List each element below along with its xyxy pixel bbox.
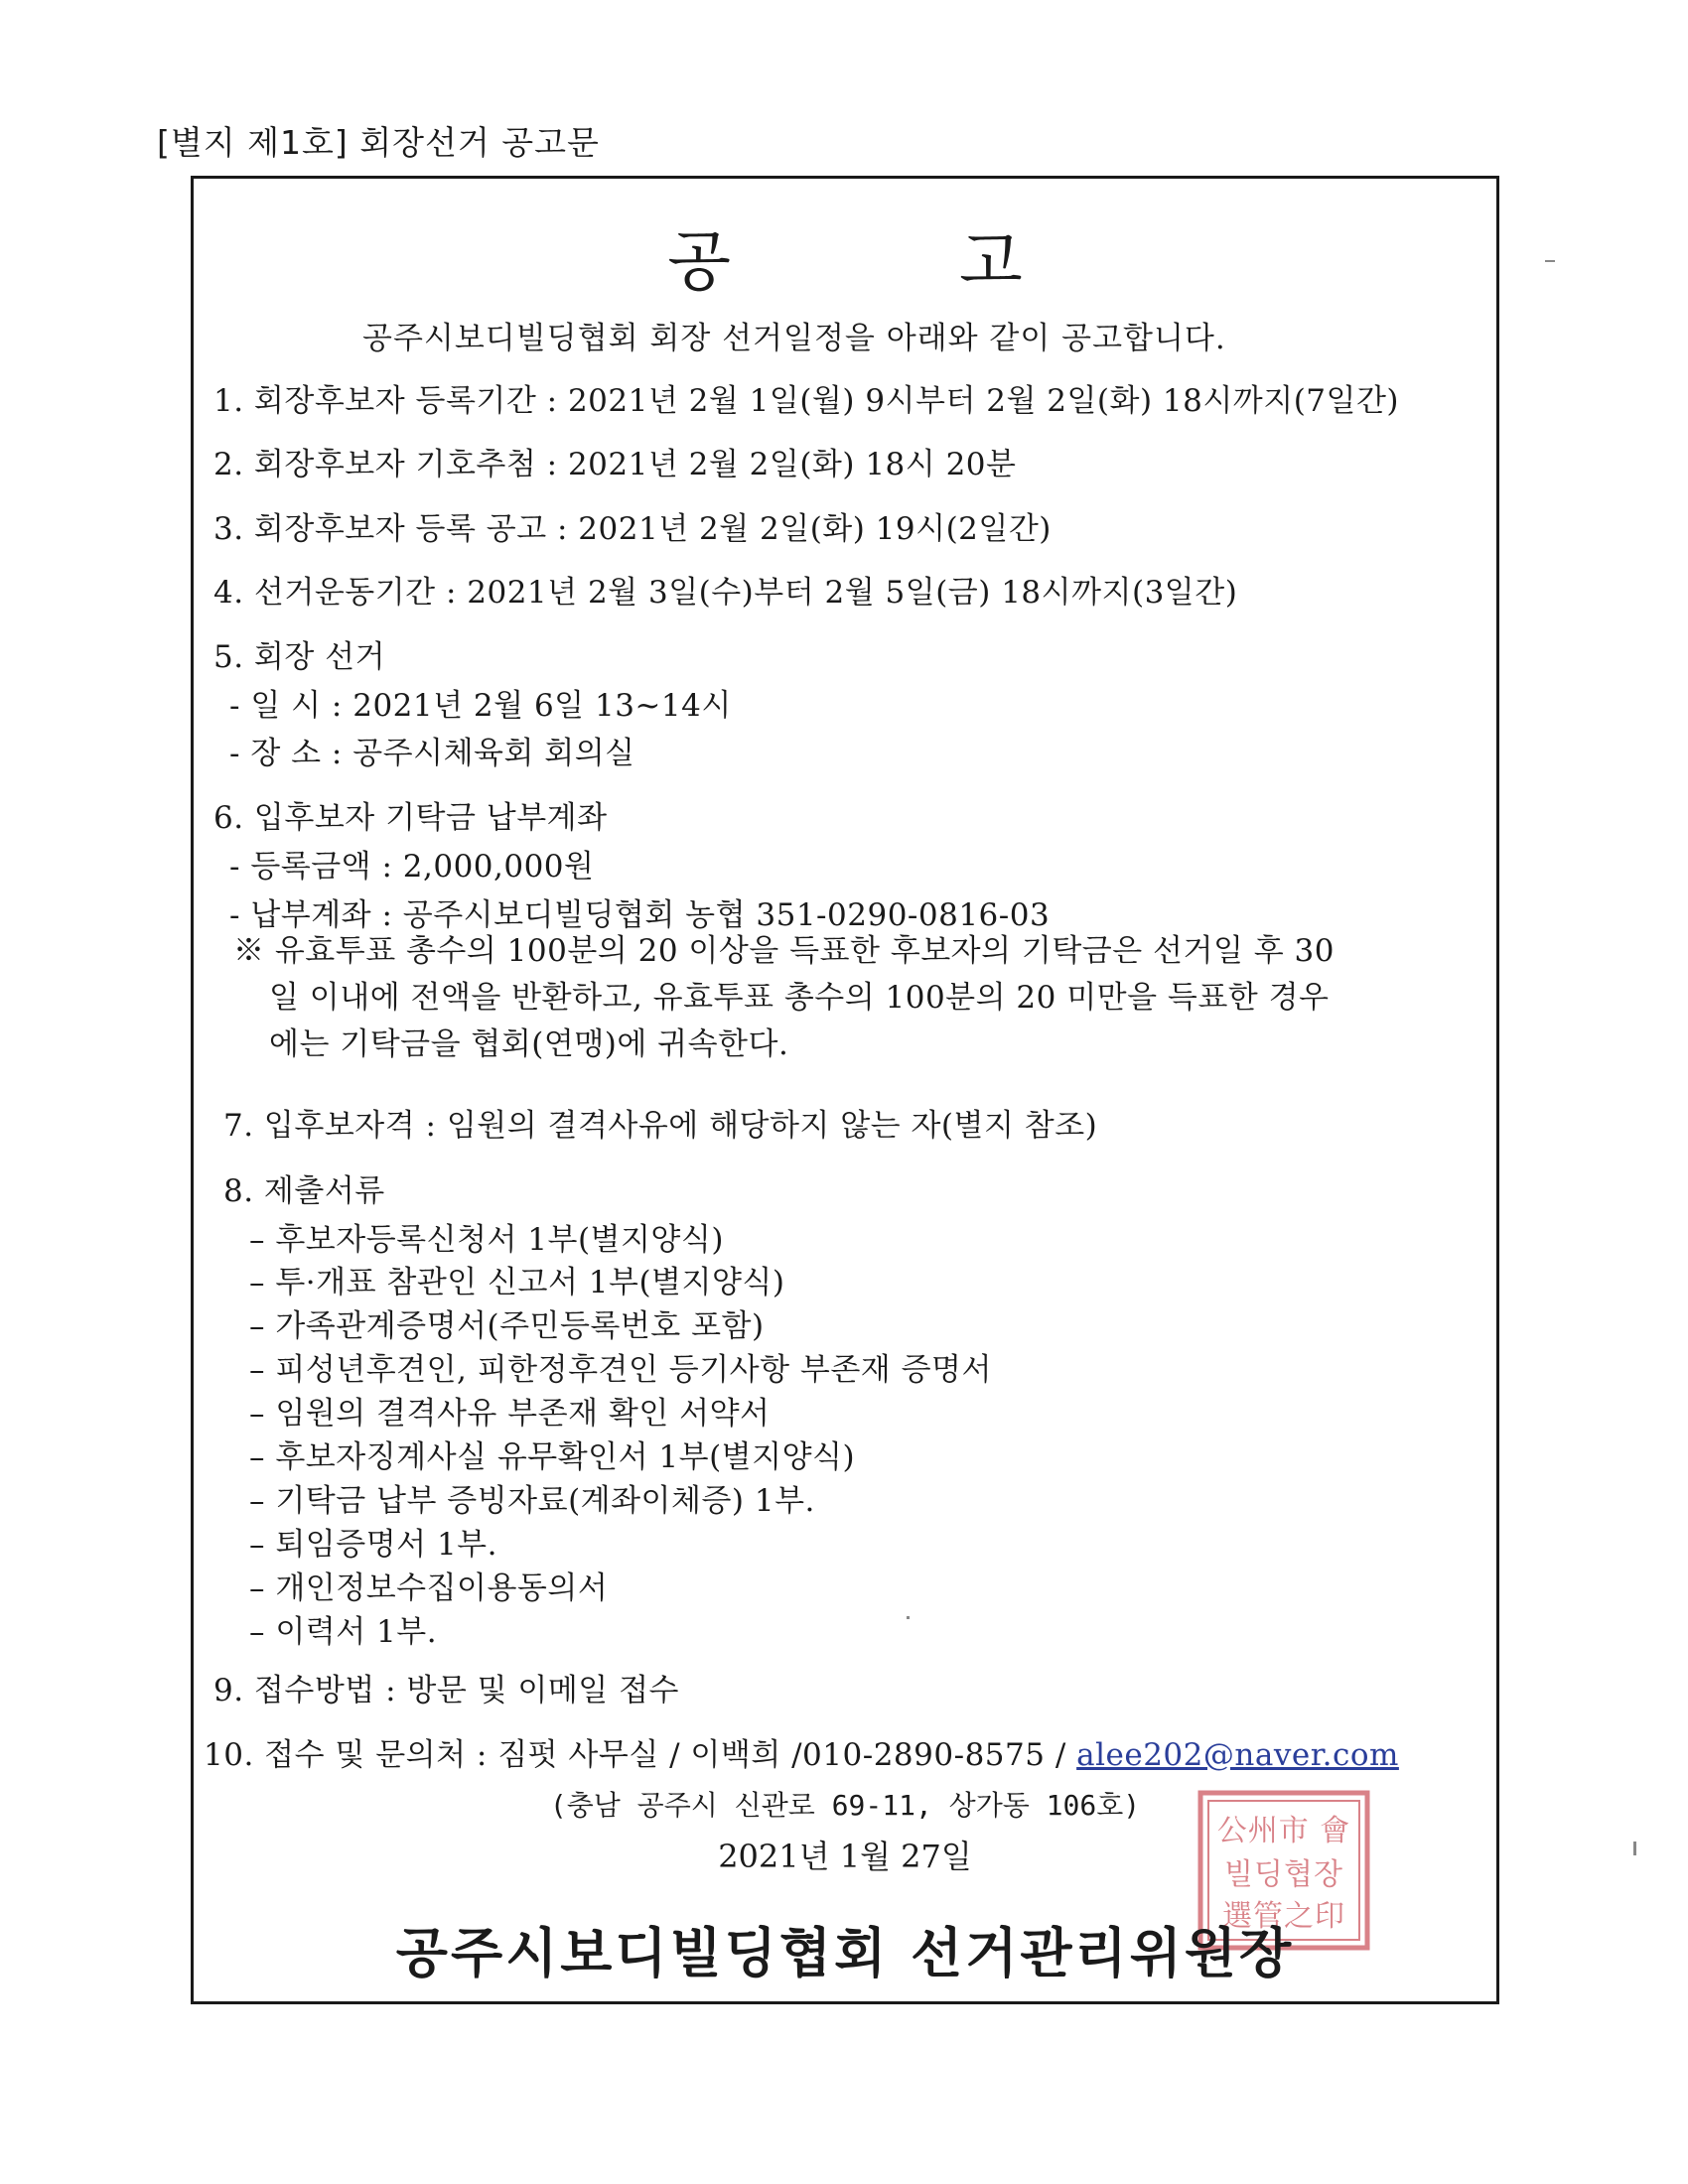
document-item: – 피성년후견인, 피한정후견인 등기사항 부존재 증명서: [249, 1352, 992, 1388]
document-item: – 후보자징계사실 유무확인서 1부(별지양식): [249, 1439, 856, 1475]
document-header: [별지 제1호] 회장선거 공고문: [157, 123, 600, 162]
contact-email-link[interactable]: alee202@naver.com: [1076, 1737, 1399, 1773]
document-item: – 퇴임증명서 1부.: [249, 1527, 497, 1563]
document-item: – 후보자등록신청서 1부(별지양식): [249, 1222, 724, 1258]
title-char-2: 고: [959, 223, 1023, 300]
scan-speck: [907, 1616, 910, 1619]
qualification: 7. 입후보자격 : 임원의 결격사유에 해당하지 않는 자(별지 참조): [223, 1108, 1098, 1144]
item-number-draw: 2. 회장후보자 기호추첨 : 2021년 2월 2일(화) 18시 20분: [213, 447, 1017, 482]
document-item: – 투·개표 참관인 신고서 1부(별지양식): [249, 1265, 785, 1300]
svg-text:選管之印: 選管之印: [1222, 1899, 1345, 1934]
notice-title: [194, 208, 1496, 303]
deposit-note-line-1: ※ 유효투표 총수의 100분의 20 이상을 득표한 후보자의 기탁금은 선거일 후 30: [233, 933, 1335, 969]
deposit-amount: - 등록금액 : 2,000,000원: [229, 849, 595, 885]
scan-speck: [1545, 260, 1555, 262]
document-item: – 가족관계증명서(주민등록번호 포함): [249, 1308, 765, 1344]
notice-frame: [191, 176, 1499, 2004]
address: (충남 공주시 신관로 69-11, 상가동 106호): [549, 1789, 1141, 1822]
deposit-heading: 6. 입후보자 기탁금 납부계좌: [213, 800, 608, 836]
deposit-note-line-2: 일 이내에 전액을 반환하고, 유효투표 총수의 100분의 20 미만을 득표한 경우: [269, 980, 1330, 1016]
document-item: – 임원의 결격사유 부존재 확인 서약서: [249, 1396, 771, 1432]
item-campaign-period: 4. 선거운동기간 : 2021년 2월 3일(수)부터 2월 5일(금) 18시까지(3일간): [213, 575, 1238, 611]
election-place: - 장 소 : 공주시체육회 회의실: [229, 736, 635, 771]
notice-date: 2021년 1월 27일: [718, 1838, 972, 1875]
document-item: – 개인정보수집이용동의서: [249, 1570, 609, 1606]
scan-speck: [1633, 1842, 1636, 1855]
svg-text:公州市 會: 公州市 會: [1216, 1814, 1351, 1848]
deposit-note: [233, 928, 1484, 1068]
title-char-1: 공: [667, 223, 731, 300]
reception-method: 9. 접수방법 : 방문 및 이메일 접수: [213, 1673, 679, 1708]
documents-heading: 8. 제출서류: [223, 1173, 385, 1209]
item-registration-period: 1. 회장후보자 등록기간 : 2021년 2월 1일(월) 9시부터 2월 2일(화) 18시까지(7일간): [213, 383, 1400, 419]
election-heading: 5. 회장 선거: [213, 639, 386, 675]
contact-line: [204, 1729, 1399, 1774]
election-time: - 일 시 : 2021년 2월 6일 13~14시: [229, 688, 732, 724]
document-item: – 이력서 1부.: [249, 1614, 438, 1650]
document-item: – 기탁금 납부 증빙자료(계좌이체증) 1부.: [249, 1483, 815, 1519]
deposit-account: - 납부계좌 : 공주시보디빌딩협회 농협 351-0290-0816-03: [229, 897, 1051, 933]
svg-text:빌딩협장: 빌딩협장: [1224, 1857, 1343, 1892]
signer-title: 공주시보디빌딩협회 선거관리위원장: [395, 1922, 1295, 1984]
contact-text: 10. 접수 및 문의처 : 짐펏 사무실 / 이백희 /010-2890-8575 /: [204, 1737, 1077, 1773]
item-registration-notice: 3. 회장후보자 등록 공고 : 2021년 2월 2일(화) 19시(2일간): [213, 511, 1052, 547]
intro-text: 공주시보디빌딩협회 회장 선거일정을 아래와 같이 공고합니다.: [362, 321, 1226, 356]
deposit-note-line-3: 에는 기탁금을 협회(연맹)에 귀속한다.: [269, 1026, 789, 1062]
